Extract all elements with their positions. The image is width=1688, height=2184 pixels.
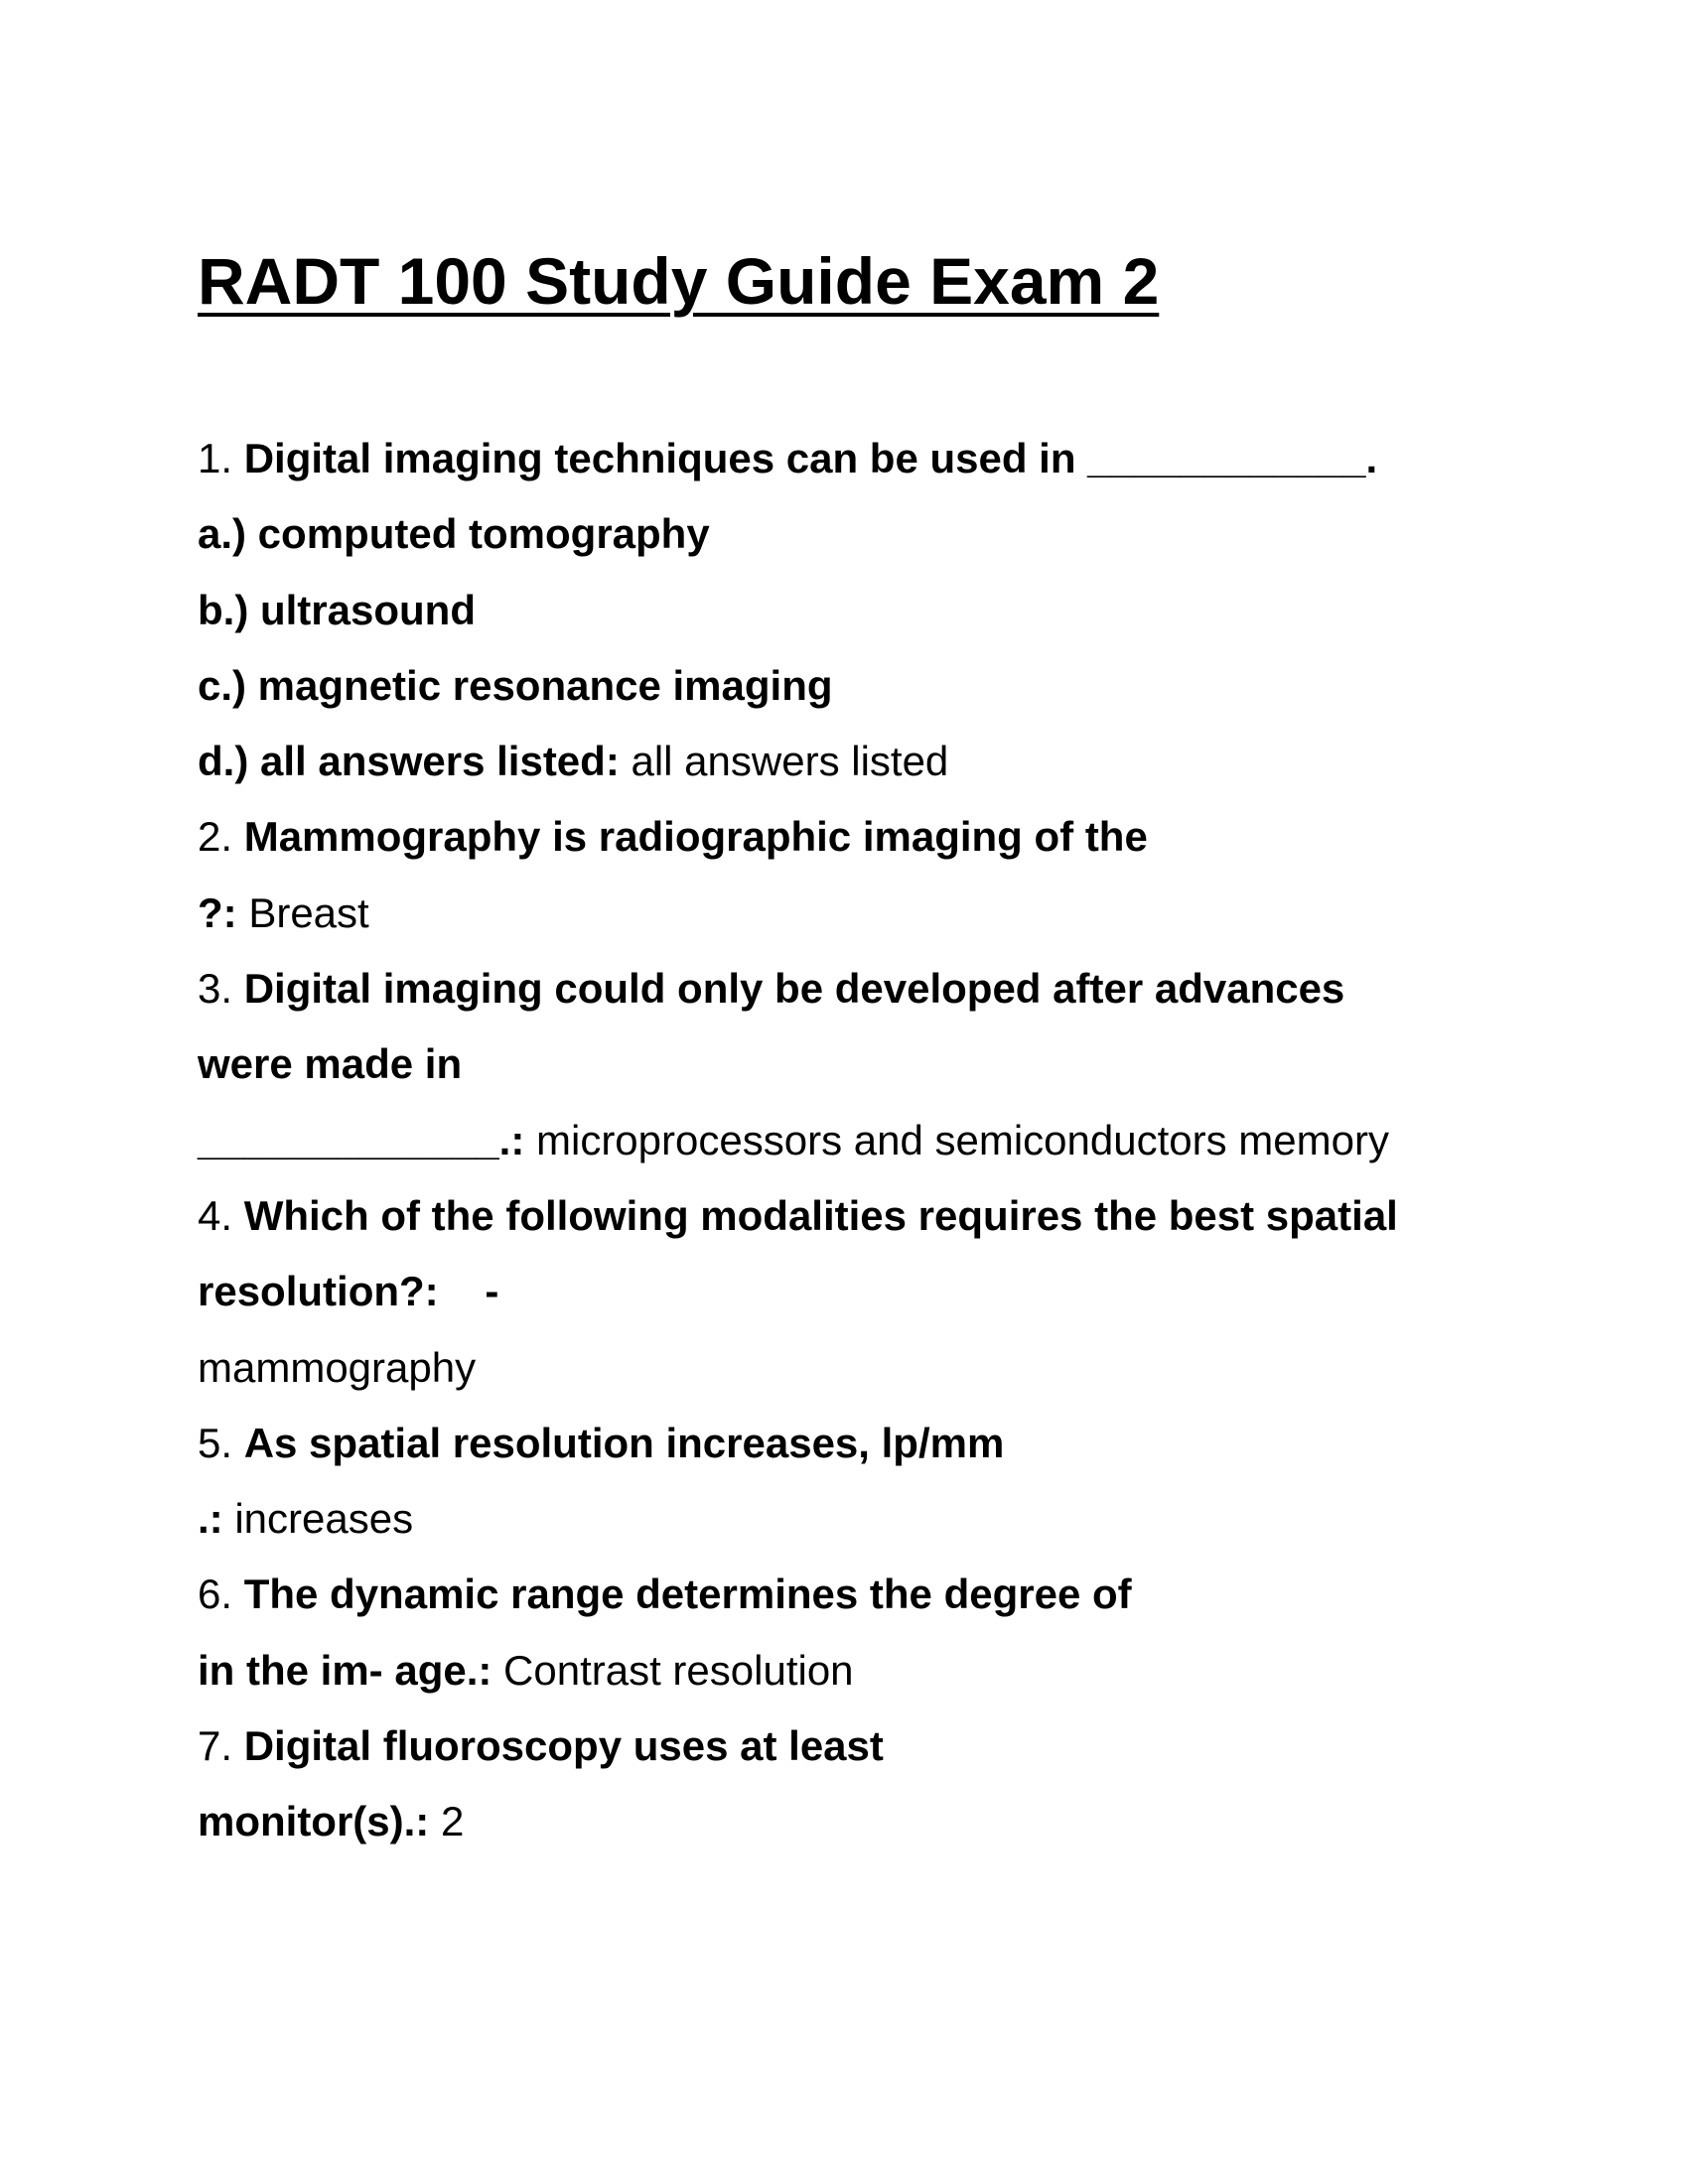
question-prompt: Digital fluoroscopy uses at least bbox=[243, 1722, 884, 1770]
question-4-line bbox=[198, 1178, 1508, 1254]
question-number: 3. bbox=[198, 965, 233, 1013]
question-7-line bbox=[198, 1708, 1508, 1784]
question-5-answer-line bbox=[198, 1481, 1508, 1557]
question-prompt: Digital imaging could only be developed after advances bbox=[243, 965, 1345, 1013]
answer-text: Contrast resolution bbox=[503, 1646, 854, 1694]
question-number: 6. bbox=[198, 1570, 233, 1618]
answer-text: increases bbox=[234, 1495, 414, 1543]
answer-text: mammography bbox=[198, 1343, 477, 1391]
question-number: 1. bbox=[198, 435, 233, 481]
prompt-end: .: bbox=[198, 1495, 223, 1543]
answer-text: Breast bbox=[248, 888, 369, 936]
question-3-line-2: were made in bbox=[198, 1040, 463, 1088]
question-number: 7. bbox=[198, 1722, 233, 1770]
prompt-end: monitor(s).: bbox=[198, 1798, 430, 1845]
option-a: a.) computed tomography bbox=[198, 510, 710, 558]
prompt-end: _____________.: bbox=[198, 1116, 525, 1163]
question-5-line bbox=[198, 1406, 1508, 1481]
answer-text: 2 bbox=[440, 1798, 465, 1845]
question-prompt: Digital imaging techniques can be used in ____________. bbox=[243, 435, 1378, 481]
question-4-prompt-end: resolution?: - bbox=[198, 1268, 499, 1315]
question-3-answer-line bbox=[198, 1103, 1508, 1178]
option-d-label: d.) all answers listed: bbox=[198, 738, 620, 785]
answer-text: microprocessors and semiconductors memory bbox=[536, 1116, 1389, 1163]
prompt-end: in the im- age.: bbox=[198, 1646, 492, 1694]
question-3-line bbox=[198, 951, 1508, 1026]
question-1-line bbox=[198, 421, 1508, 496]
question-prompt: The dynamic range determines the degree of bbox=[243, 1570, 1132, 1618]
question-6-line bbox=[198, 1557, 1508, 1632]
question-number: 2. bbox=[198, 813, 233, 861]
question-list bbox=[198, 421, 1508, 1860]
question-prompt: Which of the following modalities requires the best spatial bbox=[243, 1191, 1398, 1239]
question-prompt: Mammography is radiographic imaging of the bbox=[243, 813, 1148, 861]
question-2-line bbox=[198, 799, 1508, 875]
answer-text: all answers listed bbox=[631, 738, 949, 785]
question-number: 4. bbox=[198, 1191, 233, 1239]
option-c: c.) magnetic resonance imaging bbox=[198, 661, 833, 709]
question-prompt: As spatial resolution increases, lp/mm bbox=[243, 1419, 1005, 1466]
prompt-end: ?: bbox=[198, 888, 237, 936]
question-2-answer-line bbox=[198, 876, 1508, 951]
question-6-answer-line bbox=[198, 1633, 1508, 1708]
question-number: 5. bbox=[198, 1419, 233, 1466]
option-d bbox=[198, 724, 1508, 799]
question-7-answer-line bbox=[198, 1784, 1508, 1859]
page-title: RADT 100 Study Guide Exam 2 bbox=[198, 244, 1160, 318]
option-b: b.) ultrasound bbox=[198, 586, 476, 633]
